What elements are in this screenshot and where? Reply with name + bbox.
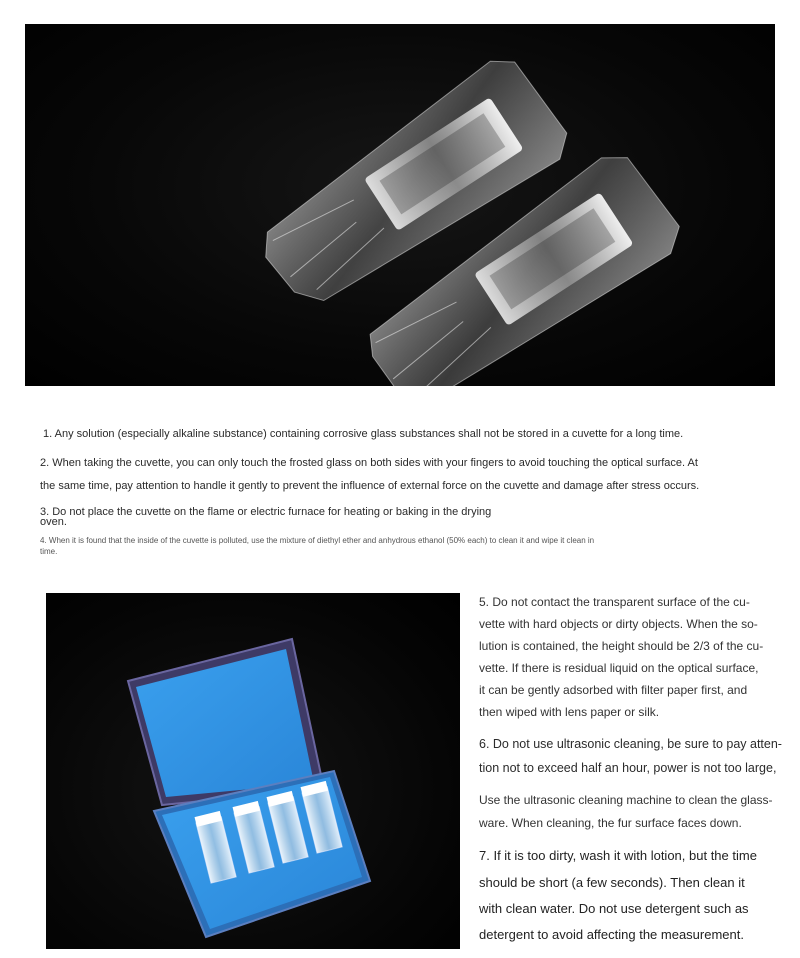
note-4-line-2: time. (40, 547, 58, 556)
cuvette-box-photo (46, 593, 460, 949)
note-6b-line-2: ware. When cleaning, the fur surface faces down. (479, 816, 742, 830)
note-1: 1. Any solution (especially alkaline substance) containing corrosive glass substances shall not be stored in a cuvette for a long time. (43, 428, 684, 440)
note-2-line-1: 2. When taking the cuvette, you can only touch the frosted glass on both sides with your fingers to avoid touching the optical surface. At (40, 457, 698, 469)
note-6-line-2: tion not to exceed half an hour, power is not too large, (479, 761, 777, 775)
note-6b-line-1: Use the ultrasonic cleaning machine to clean the glass- (479, 793, 773, 807)
note-7-line-3: with clean water. Do not use detergent such as (479, 901, 749, 916)
note-5-line-1: 5. Do not contact the transparent surface of the cu- (479, 595, 750, 609)
note-5-line-2: vette with hard objects or dirty objects. When the so- (479, 617, 758, 631)
note-4-line-1: 4. When it is found that the inside of the cuvette is polluted, use the mixture of diethyl ether and anhydrous ethanol (50% each) to clean it and wipe it clean in (40, 536, 595, 545)
note-2-line-2: the same time, pay attention to handle it gently to prevent the influence of external force on the cuvette and damage after stress occurs. (40, 480, 700, 492)
note-7-line-4: detergent to avoid affecting the measurement. (479, 927, 744, 942)
note-7-line-1: 7. If it is too dirty, wash it with lotion, but the time (479, 848, 757, 863)
note-3-line-1: 3. Do not place the cuvette on the flame or electric furnace for heating or baking in the drying (40, 506, 492, 518)
cuvette-box-illustration (46, 593, 460, 949)
note-6-line-1: 6. Do not use ultrasonic cleaning, be sure to pay atten- (479, 737, 782, 751)
note-5-line-6: then wiped with lens paper or silk. (479, 705, 660, 719)
packaged-cuvettes-photo (25, 24, 775, 386)
note-7-line-2: should be short (a few seconds). Then clean it (479, 875, 745, 890)
note-5-line-3: lution is contained, the height should be 2/3 of the cu- (479, 639, 764, 653)
note-5-line-4: vette. If there is residual liquid on the optical surface, (479, 661, 759, 675)
note-3-line-2: oven. (40, 516, 67, 528)
note-5-line-5: it can be gently adsorbed with filter paper first, and (479, 683, 748, 697)
packaged-cuvettes-illustration (25, 24, 775, 386)
